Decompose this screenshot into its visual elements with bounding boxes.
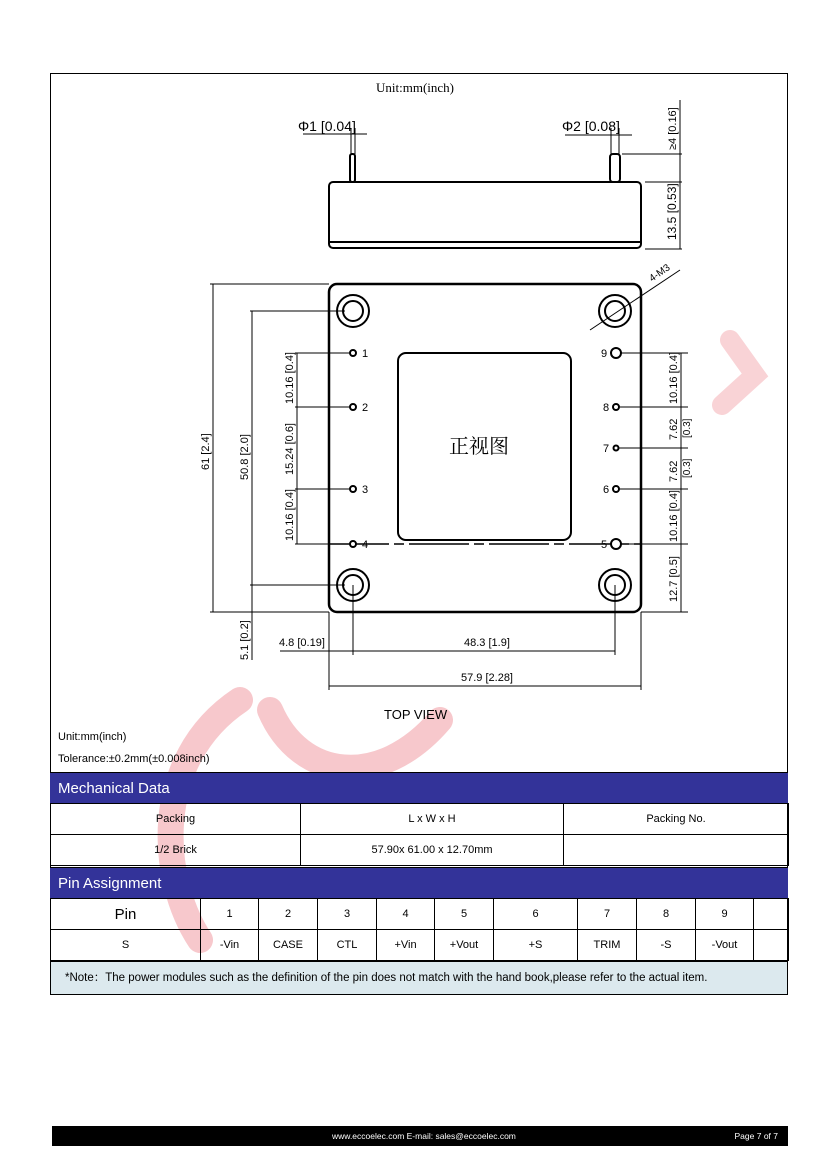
pin-number: 1 <box>201 899 259 930</box>
svg-text:7.62: 7.62 <box>668 460 680 482</box>
svg-text:[0.3]: [0.3] <box>682 458 693 478</box>
pin-number: 2 <box>259 899 318 930</box>
pin-number: 7 <box>578 899 637 930</box>
pin2-diameter-label: Φ2 [0.08] <box>562 118 620 134</box>
overall-width-label: 57.9 [2.28] <box>461 672 513 684</box>
mount-holes-label: 4-M3 <box>647 262 673 285</box>
page-number: Page 7 of 7 <box>734 1131 778 1141</box>
pin-number: 8 <box>637 899 696 930</box>
svg-text:3: 3 <box>362 484 369 496</box>
svg-text:9: 9 <box>601 348 608 360</box>
pin-function: +Vin <box>377 930 435 961</box>
pin1-diameter-label: Φ1 [0.04] <box>298 118 356 134</box>
pin-function: -Vout <box>696 930 754 961</box>
pin-header-label: Pin <box>51 899 201 930</box>
svg-text:10.16 [0.4]: 10.16 [0.4] <box>668 490 680 542</box>
pin-length-label: ≥4 [0.16] <box>667 107 679 150</box>
pin-number: 6 <box>494 899 578 930</box>
table-cell: 1/2 Brick <box>51 835 301 866</box>
table-row <box>51 899 789 930</box>
svg-text:8: 8 <box>603 402 610 414</box>
header-cell: Packing <box>51 804 301 835</box>
svg-text:10.16 [0.4]: 10.16 [0.4] <box>284 352 296 404</box>
svg-text:1: 1 <box>362 348 369 360</box>
svg-text:7: 7 <box>603 443 610 455</box>
header-cell: Packing No. <box>564 804 789 835</box>
hole-spacing-horizontal-label: 48.3 [1.9] <box>464 637 510 649</box>
overall-height-label: 61 [2.4] <box>200 433 212 470</box>
hole-offset-left-label: 4.8 [0.19] <box>279 637 325 649</box>
pin-function: S <box>51 930 201 961</box>
center-component-label: 正视图 <box>449 434 509 458</box>
pin-function: +S <box>494 930 578 961</box>
hole-spacing-vertical-label: 50.8 [2.0] <box>239 434 251 480</box>
empty-cell <box>754 930 789 961</box>
svg-text:7.62: 7.62 <box>668 418 680 440</box>
unit-label-top: Unit:mm(inch) <box>376 80 454 95</box>
hole-offset-bottom-label: 5.1 [0.2] <box>239 620 251 660</box>
svg-text:15.24 [0.6]: 15.24 [0.6] <box>284 423 296 475</box>
pin-number: 9 <box>696 899 754 930</box>
pin-assignment-table <box>50 898 789 961</box>
top-view-caption: TOP VIEW <box>384 707 448 722</box>
pin-function: +Vout <box>435 930 494 961</box>
pin-function: -S <box>637 930 696 961</box>
svg-text:10.16 [0.4]: 10.16 [0.4] <box>668 352 680 404</box>
svg-text:6: 6 <box>603 484 610 496</box>
unit-label: Unit:mm(inch) <box>58 731 127 743</box>
page-footer <box>52 1126 788 1146</box>
svg-text:[0.3]: [0.3] <box>682 418 693 438</box>
pin-function: TRIM <box>578 930 637 961</box>
note-text: *Note：The power modules such as the definition of the pin does not match with the hand book,please refer to the actual item. <box>50 961 788 995</box>
svg-text:2: 2 <box>362 402 369 414</box>
svg-text:12.7 [0.5]: 12.7 [0.5] <box>668 556 680 602</box>
header-cell: L x W x H <box>301 804 564 835</box>
pin-function: CTL <box>318 930 377 961</box>
pin-function: CASE <box>259 930 318 961</box>
mechanical-data-header: Mechanical Data <box>50 772 788 804</box>
pin-number: 3 <box>318 899 377 930</box>
tolerance-label: Tolerance:±0.2mm(±0.008inch) <box>58 753 210 765</box>
svg-text:5: 5 <box>601 539 608 551</box>
table-cell <box>564 835 789 866</box>
table-row <box>51 930 789 961</box>
svg-text:4: 4 <box>362 539 369 551</box>
svg-text:10.16 [0.4]: 10.16 [0.4] <box>284 489 296 541</box>
pin-assignment-header: Pin Assignment <box>50 867 788 899</box>
mechanical-data-table <box>50 803 789 866</box>
side-height-label: 13.5 [0.53] <box>665 183 679 240</box>
footer-contact: www.eccoelec.com E-mail: sales@eccoelec.com <box>332 1131 516 1141</box>
pin-function: -Vin <box>201 930 259 961</box>
empty-cell <box>754 899 789 930</box>
table-row <box>51 804 789 835</box>
table-cell: 57.90x 61.00 x 12.70mm <box>301 835 564 866</box>
pin-number: 4 <box>377 899 435 930</box>
pin-number: 5 <box>435 899 494 930</box>
table-row <box>51 835 789 866</box>
